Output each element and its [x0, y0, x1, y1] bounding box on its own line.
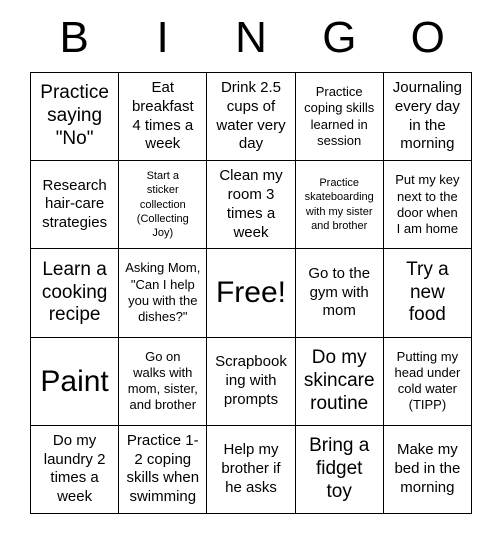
bingo-cell-r5c5[interactable]: [384, 426, 472, 514]
cell-text: Put my key next to the door when I am home: [395, 172, 460, 237]
bingo-cell-r3c4[interactable]: [296, 249, 384, 337]
header-letter-g: G: [322, 13, 357, 62]
bingo-cell-r5c1[interactable]: [31, 426, 119, 514]
cell-text: Bring a fidget toy: [309, 435, 370, 502]
bingo-cell-r2c2[interactable]: [119, 161, 207, 249]
free-space-text: Free!: [215, 276, 286, 310]
cell-text: Learn a cooking recipe: [41, 258, 108, 326]
cell-text: Do my skincare routine: [303, 347, 375, 414]
bingo-card-grid: [30, 72, 472, 514]
bingo-cell-r1c1[interactable]: [31, 73, 119, 161]
bingo-cell-r5c4[interactable]: [296, 426, 384, 514]
cell-text: Practice coping skills learned in session: [304, 84, 375, 148]
bingo-cell-r1c5[interactable]: [384, 73, 472, 161]
bingo-header: [30, 0, 472, 72]
bingo-cell-r1c4[interactable]: [296, 73, 384, 161]
bingo-cell-r4c2[interactable]: [119, 338, 207, 426]
bingo-cell-r3c5[interactable]: [384, 249, 472, 337]
bingo-cell-r4c5[interactable]: [384, 338, 472, 426]
cell-text: Putting my head under cold water (TIPP): [394, 348, 461, 413]
cell-text: Eat breakfast 4 times a week: [131, 79, 194, 153]
bingo-cell-r4c3[interactable]: [207, 338, 295, 426]
bingo-cell-r1c2[interactable]: [119, 73, 207, 161]
bingo-cell-r2c3[interactable]: [207, 161, 295, 249]
cell-text: Research hair-care strategies: [42, 176, 108, 232]
cell-text: Drink 2.5 cups of water very day: [216, 79, 286, 153]
header-letter-b: B: [59, 13, 89, 62]
bingo-cell-r2c1[interactable]: [31, 161, 119, 249]
bingo-cell-r5c3[interactable]: [207, 426, 295, 514]
bingo-cell-r1c3[interactable]: [207, 73, 295, 161]
bingo-cell-r2c4[interactable]: [296, 161, 384, 249]
bingo-cell-r5c2[interactable]: [119, 426, 207, 514]
bingo-cell-r4c4[interactable]: [296, 338, 384, 426]
cell-text: Go on walks with mom, sister, and brother: [127, 348, 198, 413]
bingo-cell-r3c2[interactable]: [119, 249, 207, 337]
cell-text: Asking Mom, "Can I help you with the dishes?": [125, 260, 201, 325]
cell-text: Journaling every day in the morning: [392, 79, 462, 153]
cell-text: Scrapbook ing with prompts: [215, 353, 287, 408]
bingo-cell-r3c1[interactable]: [31, 249, 119, 337]
cell-text: Start a sticker collection (Collecting Joy): [136, 170, 189, 240]
cell-text: Practice 1- 2 coping skills when swimming: [126, 431, 200, 506]
cell-text: Make my bed in the morning: [394, 441, 461, 496]
bingo-cell-r2c5[interactable]: [384, 161, 472, 249]
cell-text: Clean my room 3 times a week: [219, 167, 283, 241]
bingo-cell-r4c1[interactable]: [31, 338, 119, 426]
header-letter-o: O: [410, 13, 445, 62]
header-letter-n: N: [235, 13, 267, 62]
cell-text: Help my brother if he asks: [221, 441, 281, 496]
bingo-cell-free[interactable]: [207, 249, 295, 337]
cell-text: Practice skateboarding with my sister and brother: [304, 177, 374, 233]
cell-text: Go to the gym with mom: [308, 264, 371, 320]
cell-text: Practice saying "No": [40, 82, 109, 149]
header-letter-i: I: [156, 13, 169, 62]
cell-text: Try a new food: [406, 258, 449, 326]
cell-text: Do my laundry 2 times a week: [43, 431, 106, 506]
cell-text: Paint: [40, 364, 109, 398]
